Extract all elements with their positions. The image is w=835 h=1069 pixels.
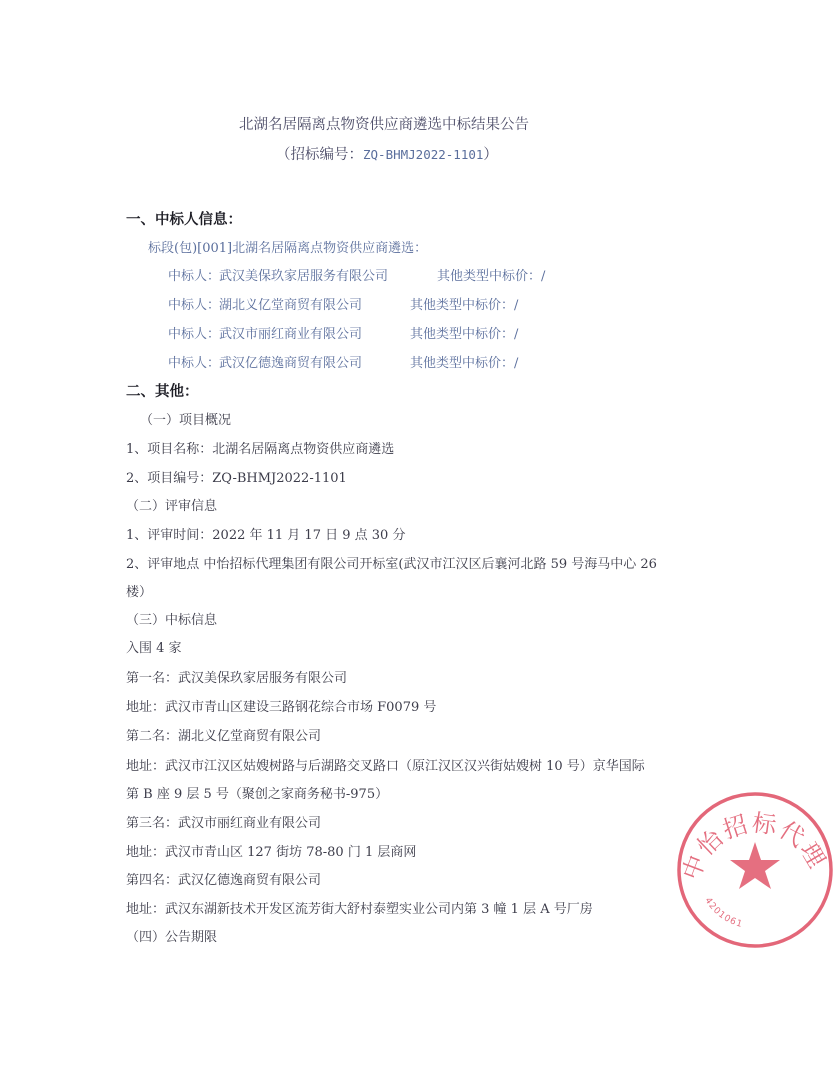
winner-price-label: 其他类型中标价： [437, 269, 542, 284]
rank1-name: 第一名：武汉美保玖家居服务有限公司 [126, 671, 348, 686]
bid-number-suffix: ） [483, 147, 498, 163]
winner-price-label: 其他类型中标价： [410, 327, 515, 342]
review-time: 1、评审时间：2022 年 11 月 17 日 9 点 30 分 [126, 528, 406, 543]
winner-name: 武汉美保玖家居服务有限公司 [219, 269, 389, 284]
winner-price: / [541, 269, 546, 284]
rank2-name: 第二名：湖北义亿堂商贸有限公司 [126, 729, 322, 744]
rank2-address-line1: 地址：武汉市江汉区姑嫂树路与后湖路交叉路口（原江汉区汉兴街姑嫂树 10 号）京华国际 [126, 759, 645, 774]
winner-label: 中标人： [168, 298, 221, 313]
winner-label: 中标人： [168, 356, 221, 371]
rank1-address: 地址：武汉市青山区建设三路钢花综合市场 F0079 号 [126, 700, 437, 715]
winner-price: / [514, 298, 519, 313]
winner-name: 武汉亿德逸商贸有限公司 [219, 356, 363, 371]
review-place-line2: 楼） [126, 585, 153, 600]
project-number: 2、项目编号：ZQ-BHMJ2022-1101 [126, 471, 347, 486]
section1-heading: 一、中标人信息： [126, 212, 242, 228]
rank3-address: 地址：武汉市青山区 127 街坊 78-80 门 1 层商网 [126, 845, 417, 860]
document-title: 北湖名居隔离点物资供应商遴选中标结果公告 [239, 117, 529, 133]
section2-heading: 二、其他： [126, 384, 199, 400]
seal-number: 4201061 [702, 896, 745, 931]
winner-price-label: 其他类型中标价： [410, 298, 515, 313]
company-seal [675, 790, 835, 950]
bid-number [276, 146, 498, 164]
seal-text: 中怡招标代理 [676, 808, 832, 884]
project-name: 1、项目名称：北湖名居隔离点物资供应商遴选 [126, 442, 395, 457]
rank2-address-line2: 第 B 座 9 层 5 号（聚创之家商务秘书-975） [126, 787, 389, 802]
period-heading: （四）公告期限 [126, 930, 218, 945]
review-heading: （二）评审信息 [126, 499, 218, 514]
winner-name: 武汉市丽红商业有限公司 [219, 327, 363, 342]
winner-label: 中标人： [168, 269, 221, 284]
review-place-line1: 2、评审地点 中怡招标代理集团有限公司开标室(武汉市江汉区后襄河北路 59 号海马中心 26 [126, 557, 657, 572]
rank4-name: 第四名：武汉亿德逸商贸有限公司 [126, 873, 322, 888]
winner-price-label: 其他类型中标价： [410, 356, 515, 371]
overview-heading: （一）项目概况 [140, 413, 232, 428]
winner-name: 湖北义亿堂商贸有限公司 [219, 298, 363, 313]
shortlist-count: 入围 4 家 [126, 641, 182, 656]
bid-number-prefix: （招标编号： [276, 147, 363, 163]
winner-price: / [514, 327, 519, 342]
rank3-name: 第三名：武汉市丽红商业有限公司 [126, 816, 322, 831]
winning-heading: （三）中标信息 [126, 613, 218, 628]
bid-number-code: ZQ-BHMJ2022-1101 [363, 147, 484, 162]
winner-price: / [514, 356, 519, 371]
lot-line: 标段(包)[001]北湖名居隔离点物资供应商遴选： [148, 241, 428, 256]
rank4-address: 地址：武汉东湖新技术开发区流芳街大舒村泰塑实业公司内第 3 幢 1 层 A 号厂房 [126, 902, 593, 917]
winner-label: 中标人： [168, 327, 221, 342]
seal-star-icon [730, 842, 780, 889]
